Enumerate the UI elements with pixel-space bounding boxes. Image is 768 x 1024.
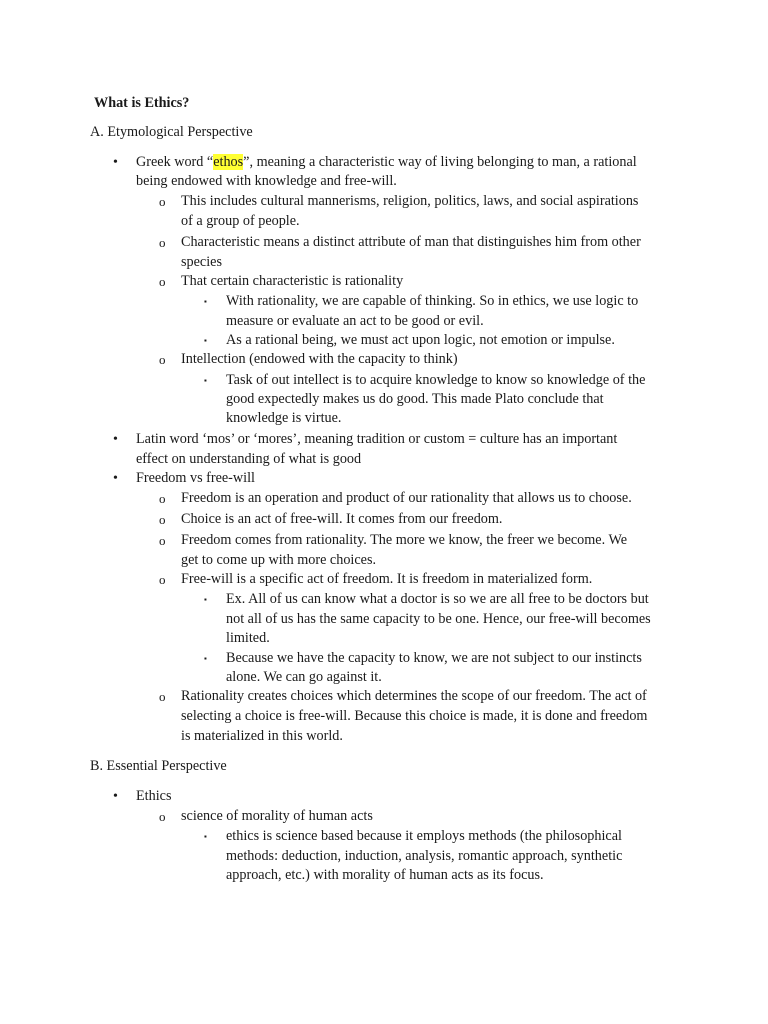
list-item-with-rationality-line1: With rationality, we are capable of thinking. So in ethics, we use logic to xyxy=(226,293,639,309)
list-item-freedom-operation: Freedom is an operation and product of our rationality that allows us to choose. xyxy=(181,490,632,506)
list-item-characteristic-line2: species xyxy=(181,254,222,270)
list-item-includes-line2: of a group of people. xyxy=(181,213,300,229)
list-item-choice: Choice is an act of free-will. It comes from our freedom. xyxy=(181,511,503,527)
list-item-because-line2: alone. We can go against it. xyxy=(226,669,382,685)
bullet-level2-marker: o xyxy=(159,352,166,367)
list-item-characteristic-line1: Characteristic means a distinct attribute of man that distinguishes him from other xyxy=(181,234,641,250)
list-item-task-line2: good expectedly makes us do good. This made Plato conclude that xyxy=(226,391,604,407)
bullet-level2-marker: o xyxy=(159,809,166,824)
bullet-level2-marker: o xyxy=(159,689,166,704)
bullet-level1-marker: • xyxy=(113,432,118,447)
list-item-rationality-creates-line3: is materialized in this world. xyxy=(181,728,343,744)
bullet-level2-marker: o xyxy=(159,194,166,209)
bullet-level1-marker: • xyxy=(113,155,118,170)
bullet-level2-marker: o xyxy=(159,491,166,506)
bullet-level2-marker: o xyxy=(159,235,166,250)
greek-prefix-text: Greek word “ xyxy=(136,154,214,170)
page-title: What is Ethics? xyxy=(94,95,190,111)
list-item-includes-line1: This includes cultural mannerisms, religion, politics, laws, and social aspirations xyxy=(181,193,639,209)
bullet-level3-marker: ▪ xyxy=(204,297,207,306)
list-item-science-based-line3: approach, etc.) with morality of human acts as its focus. xyxy=(226,867,544,883)
list-item-example-line2: not all of us has the same capacity to be one. Hence, our free-will becomes xyxy=(226,611,651,627)
bullet-level3-marker: ▪ xyxy=(204,832,207,841)
bullet-level3-marker: ▪ xyxy=(204,595,207,604)
list-item-because-line1: Because we have the capacity to know, we are not subject to our instincts xyxy=(226,650,642,666)
bullet-level2-marker: o xyxy=(159,533,166,548)
greek-line-2: being endowed with knowledge and free-will. xyxy=(136,173,397,189)
bullet-level3-marker: ▪ xyxy=(204,336,207,345)
bullet-level3-marker: ▪ xyxy=(204,654,207,663)
list-item-rationality: That certain characteristic is rationality xyxy=(181,273,404,289)
list-item-task-line3: knowledge is virtue. xyxy=(226,410,342,426)
list-item-science-based-line2: methods: deduction, induction, analysis, romantic approach, synthetic xyxy=(226,848,623,864)
list-item-example-line1: Ex. All of us can know what a doctor is so we are all free to be doctors but xyxy=(226,591,649,607)
list-item-freedom-comes-line2: get to come up with more choices. xyxy=(181,552,377,568)
bullet-level1-marker: • xyxy=(113,789,118,804)
bullet-level2-marker: o xyxy=(159,274,166,289)
bullet-level2-marker: o xyxy=(159,512,166,527)
list-item-rational-being: As a rational being, we must act upon logic, not emotion or impulse. xyxy=(226,332,615,348)
section-a-heading: A. Etymological Perspective xyxy=(90,124,253,140)
list-item-intellection: Intellection (endowed with the capacity to think) xyxy=(181,351,458,367)
list-item-ethics: Ethics xyxy=(136,788,172,804)
list-item-task-line1: Task of out intellect is to acquire knowledge to know so knowledge of the xyxy=(226,372,646,388)
list-item-with-rationality-line2: measure or evaluate an act to be good or evil. xyxy=(226,313,484,329)
list-item-science-based-line1: ethics is science based because it employs methods (the philosophical xyxy=(226,828,622,844)
list-item-science: science of morality of human acts xyxy=(181,808,373,824)
list-item-rationality-creates-line2: selecting a choice is free-will. Because this choice is made, it is done and freedom xyxy=(181,708,648,724)
section-b-heading: B. Essential Perspective xyxy=(90,758,227,774)
greek-suffix-text: ”, meaning a characteristic way of living belonging to man, a rational xyxy=(243,154,637,170)
bullet-level2-marker: o xyxy=(159,572,166,587)
highlighted-word: ethos xyxy=(213,154,244,170)
list-item-freewill-specific: Free-will is a specific act of freedom. It is freedom in materialized form. xyxy=(181,571,593,587)
list-item-freedom-vs: Freedom vs free-will xyxy=(136,470,255,486)
list-item-latin-line1: Latin word ‘mos’ or ‘mores’, meaning tradition or custom = culture has an important xyxy=(136,431,618,447)
list-item-example-line3: limited. xyxy=(226,630,270,646)
list-item-freedom-comes-line1: Freedom comes from rationality. The more we know, the freer we become. We xyxy=(181,532,627,548)
list-item-greek-word xyxy=(136,153,637,172)
bullet-level3-marker: ▪ xyxy=(204,376,207,385)
list-item-latin-line2: effect on understanding of what is good xyxy=(136,451,362,467)
bullet-level1-marker: • xyxy=(113,471,118,486)
list-item-rationality-creates-line1: Rationality creates choices which determines the scope of our freedom. The act of xyxy=(181,688,647,704)
